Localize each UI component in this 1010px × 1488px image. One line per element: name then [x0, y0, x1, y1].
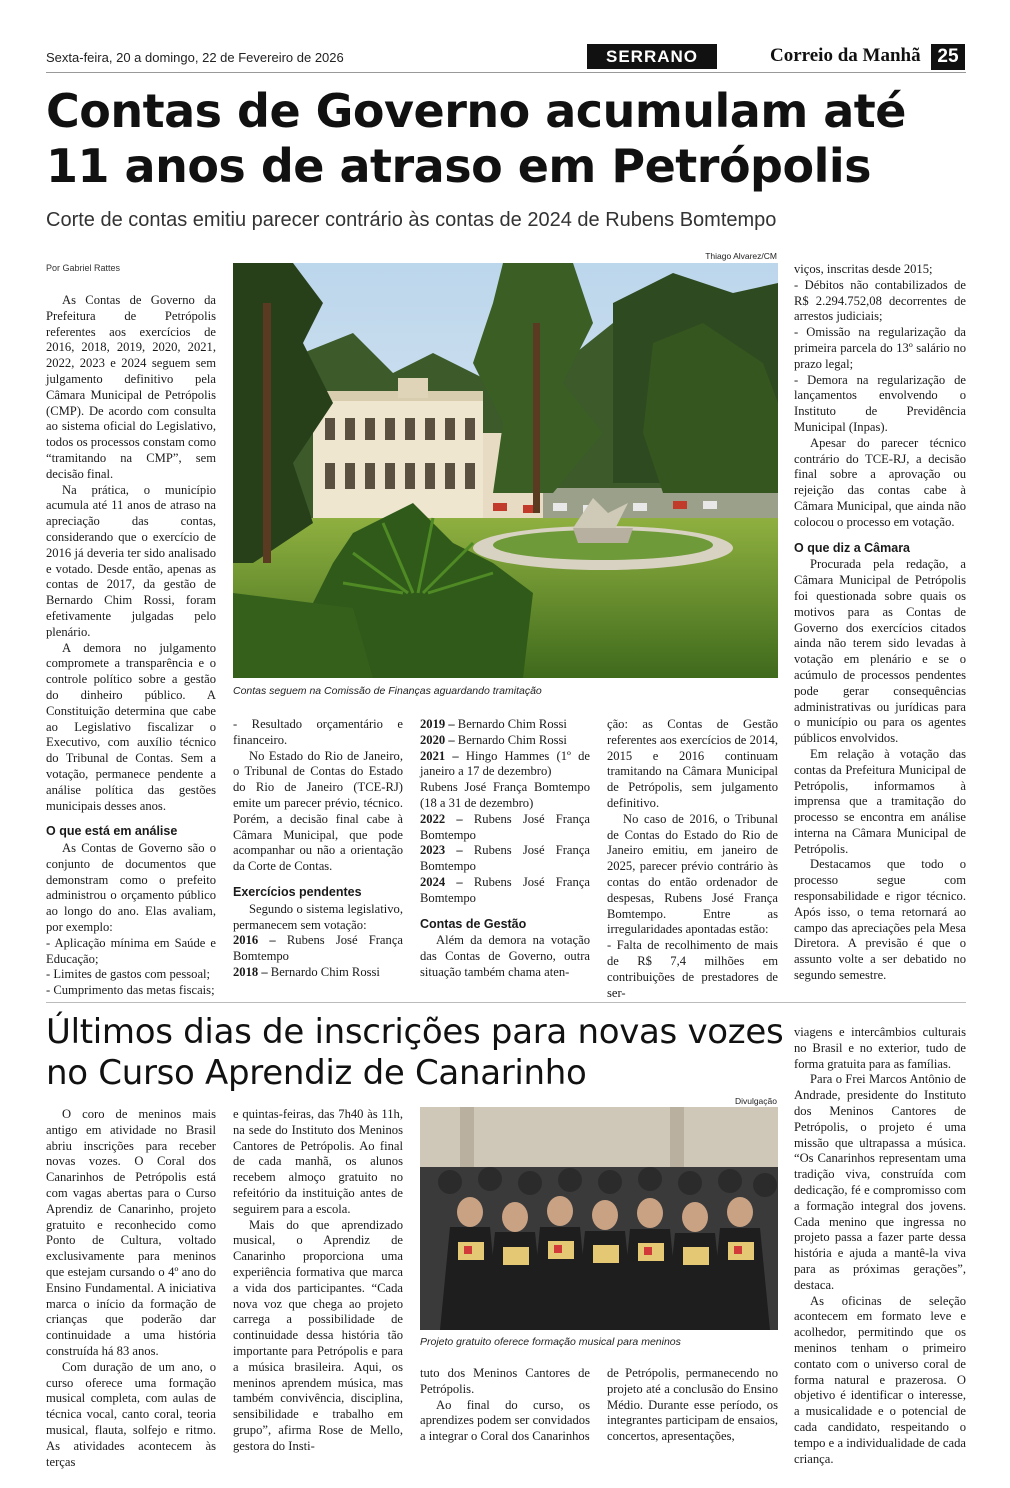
section-heading: Contas de Gestão — [420, 916, 527, 931]
paragraph: O coro de meninos mais antigo em atividade no Brasil abriu inscrições para receber novas vozes. O Coral dos Canarinhos de Petrópolis está com vagas abertas para o Curso Aprendiz de Canarinho, projeto gratuito e reconhecido como Ponto de Cultura, voltado exclusivamente para meninos que estejam cursando o 4º ano do Ensino Fundamental. A iniciativa marca o início da formação de crianças que poderão dar continuidade a uma história construída há 83 anos. — [46, 1107, 216, 1358]
header-divider — [46, 72, 966, 73]
byline: Por Gabriel Rattes — [46, 263, 121, 273]
list-item: - Cumprimento das metas fiscais; — [46, 983, 215, 998]
paragraph: As Contas de Governo são o conjunto de documentos que demonstram como o prefeito administrou o orçamento público ao longo do ano. Elas avaliam, por exemplo: — [46, 841, 216, 935]
article1-column-5 — [794, 262, 966, 984]
section-heading: O que diz a Câmara — [794, 540, 911, 555]
list-item: 2023 – Rubens José França Bomtempo — [420, 843, 590, 874]
paragraph: tuto dos Meninos Cantores de Petrópolis. — [420, 1366, 590, 1396]
list-item: - Demora na regularização de lançamentos envolvendo o Instituto de Previdência Municipal (Inpas). — [794, 372, 966, 434]
list-item: - Limites de gastos com pessoal; — [46, 967, 211, 982]
list-item: 2024 – Rubens José França Bomtempo — [420, 874, 590, 905]
page-number: 25 — [931, 44, 965, 70]
photo-caption: Contas seguem na Comissão de Finanças aguardando tramitação — [233, 685, 542, 697]
list-item: - Falta de recolhimento de mais de R$ 7,4 milhões em contribuições de prestadores de ser- — [607, 938, 778, 1000]
paragraph: A demora no julgamento compromete a transparência e o controle político sobre a gestão do dinheiro público. A Constituição determina que cabe ao Legislativo fiscalizar o Executivo, com auxílio técnico do Tribunal de Contas. Sem a votação, permanece pendente a análise política das gestões municipais desses anos. — [46, 640, 216, 813]
paragraph: Em relação à votação das contas da Prefeitura Municipal de Petrópolis, informamos à imprensa que a tramitação do processo se encontra em análise interna na Câmara Municipal de Petrópolis. — [794, 746, 966, 856]
edition-date: Sexta-feira, 20 a domingo, 22 de Fevereiro de 2026 — [46, 50, 344, 65]
paragraph: de Petrópolis, permanecendo no projeto até a conclusão do Ensino Médio. Durante esse período, os integrantes participam de ensaios, concertos, apresentações, — [607, 1366, 778, 1444]
list-item: 2022 – Rubens José França Bomtempo — [420, 811, 590, 842]
city-hall-photo — [233, 263, 778, 678]
paragraph: No caso de 2016, o Tribunal de Contas do Estado do Rio de Janeiro emitiu, em janeiro de 2025, parecer prévio contrário às contas do então ordenador de despesas, Rubens José França Bomtempo. Entre as irregularidades apontadas estão: — [607, 811, 778, 937]
paragraph: Para o Frei Marcos Antônio de Andrade, presidente do Instituto dos Meninos Cantores de Petrópolis, o projeto é uma missão que ultrapassa a música. “Os Canarinhos representam uma tradição viva, construída com dedicação, fé e compromisso com a formação integral dos jovens. Cada menino que ingressa no projeto passa a fazer parte dessa história e ajuda a mantê-la viva para as próximas gerações”, destaca. — [794, 1072, 966, 1292]
article1-column-2 — [233, 717, 403, 981]
article1-column-1 — [46, 293, 216, 999]
article2-column-3 — [420, 1366, 590, 1445]
list-item: 2018 – Bernardo Chim Rossi — [233, 964, 380, 979]
photo-credit: Divulgação — [734, 1096, 777, 1106]
paragraph: Apesar do parecer técnico contrário do TCE-RJ, a decisão final sobre a aprovação ou rejeição das contas cabe à Câmara Municipal, que ainda não colocou o processo em votação. — [794, 435, 966, 529]
article2-headline: Últimos dias de inscrições para novas vozes no Curso Aprendiz de Canarinho — [46, 1012, 784, 1093]
paragraph: Segundo o sistema legislativo, permanecem sem votação: — [233, 901, 403, 932]
paragraph: No Estado do Rio de Janeiro, o Tribunal de Contas do Estado do Rio de Janeiro (TCE-RJ) emite um parecer prévio, técnico. Porém, a decisão final cabe à Câmara Municipal, que pode acompanhar ou não a orientação da Corte de Contas. — [233, 748, 403, 874]
article2-column-4 — [607, 1366, 778, 1445]
article-divider — [46, 1002, 966, 1003]
paragraph: Mais do que aprendizado musical, o Aprendiz de Canarinho proporciona uma experiência formativa que marca a vida dos participantes. “Cada nova voz que chega ao projeto carrega a possibilidade de continuidade dessa história tão importante para Petrópolis e para a música brasileira. Aqui, os meninos aprendem música, mas também convivência, disciplina, sensibilidade e trabalho em grupo”, afirma Rose de Mello, gestora do Insti- — [233, 1217, 403, 1453]
paragraph: viagens e intercâmbios culturais no Brasil e no exterior, tudo de forma gratuita para as famílias. — [794, 1025, 966, 1071]
paragraph: viços, inscritas desde 2015; — [794, 262, 933, 276]
section-label: SERRANO — [587, 44, 717, 69]
paragraph: ção: as Contas de Gestão referentes aos exercícios de 2014, 2015 e 2016 continuam tramitando na Câmara Municipal de Petrópolis, sem julgamento definitivo. — [607, 717, 778, 810]
paragraph: Destacamos que todo o processo segue com responsabilidade e rigor técnico. Após isso, o tema retornará ao campo das apreciações pela Mesa Diretora. A previsão é que o assunto volte a ser debatido no segundo semestre. — [794, 857, 966, 983]
list-item: 2016 – Rubens José França Bomtempo — [233, 933, 403, 964]
paragraph: Com duração de um ano, o curso oferece uma formação musical completa, com aulas de técnica vocal, canto coral, teoria musical, flauta, solfejo e ritmo. As atividades acontecem às terças — [46, 1359, 216, 1469]
paragraph: Além da demora na votação das Contas de Governo, outra situação também chama aten- — [420, 933, 590, 979]
article-subheadline: Corte de contas emitiu parecer contrário às contas de 2024 de Rubens Bomtempo — [46, 209, 777, 231]
paragraph: Ao final do curso, os aprendizes podem ser convidados a integrar o Coral dos Canarinhos — [420, 1397, 590, 1444]
list-item: 2021 – Hingo Hammes (1º de janeiro a 17 de dezembro) — [420, 748, 590, 779]
newspaper-logo: Correio da Manhã — [770, 45, 921, 66]
list-item: - Débitos não contabilizados de R$ 2.294.752,08 decorrentes de arrestos judiciais; — [794, 277, 966, 324]
article1-column-3 — [420, 717, 590, 981]
paragraph: As Contas de Governo da Prefeitura de Petrópolis referentes aos exercícios de 2016, 2018, 2019, 2020, 2021, 2022, 2023 e 2024 seguem sem julgamento definitivo pela Câmara Municipal de Petrópolis (CMP). De acordo com consulta ao sistema oficial do Legislativo, todos os processos constam como “tramitando na CMP”, sem decisão final. — [46, 293, 216, 481]
list-item: 2019 – Bernardo Chim Rossi — [420, 717, 567, 731]
section-heading: Exercícios pendentes — [233, 884, 362, 899]
article2-column-2 — [233, 1107, 403, 1455]
paragraph: Na prática, o município acumula até 11 anos de atraso na apreciação das contas, considerando que o exercício de 2016 já deveria ter sido analisado e votado. Desde então, apenas as contas de 2017, da gestão de Bernardo Chim Rossi, foram efetivamente julgadas pelo plenário. — [46, 482, 216, 639]
article-headline: Contas de Governo acumulam até 11 anos de atraso em Petrópolis — [46, 84, 906, 193]
list-item: - Resultado orçamentário e financeiro. — [233, 717, 403, 747]
article2-column-1 — [46, 1107, 216, 1470]
paragraph: e quintas-feiras, das 7h40 às 11h, na sede do Instituto dos Meninos Cantores de Petrópolis. Ao final de cada manhã, os alunos recebem almoço gratuito no refeitório da instituição antes de seguirem para a escola. — [233, 1107, 403, 1216]
photo-credit: Thiago Alvarez/CM — [705, 251, 777, 261]
list-item: - Aplicação mínima em Saúde e Educação; — [46, 935, 216, 966]
article1-column-4 — [607, 717, 778, 1001]
list-item: - Omissão na regularização da primeira parcela do 13º salário no prazo legal; — [794, 325, 966, 371]
choir-photo — [420, 1107, 778, 1330]
photo-caption: Projeto gratuito oferece formação musical para meninos — [420, 1336, 681, 1348]
paragraph: Procurada pela redação, a Câmara Municipal de Petrópolis foi questionada sobre quais os motivos para as Contas de Governo dos exercícios citados ainda não terem sido levadas à votação em plenário e se o acúmulo de processos pendentes pode gerar consequências administrativas ou jurídicas para o município ou para os agentes públicos envolvidos. — [794, 557, 966, 746]
paragraph: As oficinas de seleção acontecem em formato leve e acolhedor, permitindo que os meninos tenham o primeiro contato com o universo coral de forma natural e prazerosa. O objetivo é identificar o interesse, a musicalidade e o potencial de cada candidato, respeitando o tempo e a individualidade de cada criança. — [794, 1293, 966, 1466]
article2-column-5 — [794, 1025, 966, 1467]
list-item: Rubens José França Bomtempo (18 a 31 de dezembro) — [420, 780, 590, 810]
list-item: 2020 – Bernardo Chim Rossi — [420, 732, 567, 747]
section-heading: O que está em análise — [46, 824, 178, 839]
